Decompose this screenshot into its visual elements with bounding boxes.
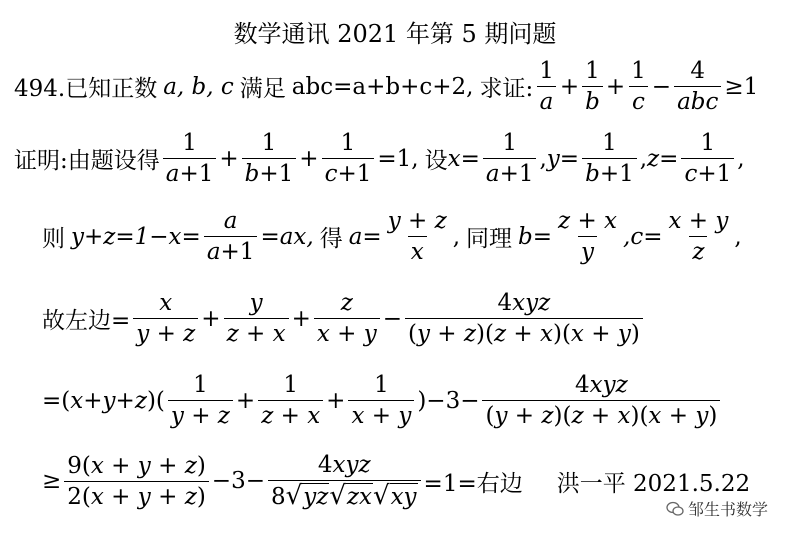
a-eq: a=: [348, 223, 382, 250]
proof-intro: 证明:由题设得: [14, 148, 160, 174]
proof-line-1: 证明:由题设得 $\frac{1}{a+1}$ + $\frac{1}{b+1}$ + $\frac{1}{c+1}$ =1, 设 x = $\frac{1}{a+1}$ , y = $\frac{1}{b+1}$ , z = $\frac{1}{c+1}$ ,: [14, 130, 745, 187]
ax-expr: =ax,: [260, 223, 314, 250]
b-eq: b=: [518, 223, 553, 250]
fraction: $\frac{1}{c+1}$: [322, 130, 375, 187]
fraction: $\frac{1}{a}$: [536, 58, 557, 115]
fraction: $\frac{1}{y + z}$: [168, 372, 233, 429]
fraction: $\frac{1}{a+1}$: [163, 130, 217, 187]
eq-sign: =: [42, 387, 62, 414]
fraction: $\frac{9(x + y + z)}{2(x + y + z)}$: [64, 453, 209, 510]
problem-vars: a, b, c: [163, 73, 234, 100]
then-text: 则: [42, 226, 65, 252]
fraction: $\frac{a}{a+1}$: [204, 208, 258, 265]
c-eq: ,c=: [623, 223, 663, 250]
let-text: 设: [424, 148, 448, 174]
yz-expr: y+z=1−x=: [71, 223, 201, 250]
geq-sign: ≥: [42, 468, 62, 494]
problem-statement: 494.已知正数 a, b, c 满足 abc=a+b+c+2, 求证: $\frac{1}{a}$ + $\frac{1}{b}$ + $\frac{1}{c}$ − $\frac{4}{\text{abc}}$ ≥1: [14, 58, 759, 115]
fraction: $\frac{4}{\text{abc}}$: [674, 58, 721, 115]
fraction: $\frac{x + y}{z}$: [668, 208, 729, 265]
fraction: $\frac{1}{c}$: [628, 58, 649, 115]
fraction: $\frac{y}{z + x}$: [224, 290, 289, 347]
fraction: $\frac{1}{x + y}$: [348, 372, 414, 429]
problem-label: 494.已知正数: [14, 76, 158, 102]
fraction: $\frac{1}{b+1}$: [242, 130, 297, 187]
fraction: $\frac{\text{4xyz}}{(y + z)(z + x)(x + y)}$: [482, 372, 720, 429]
minus-three: −3−: [426, 387, 480, 414]
fraction: $\frac{\text{4xyz}}{(y + z)(z + x)(x + y)}$: [405, 290, 643, 347]
eq1: =1,: [377, 145, 419, 172]
watermark-text: 邹生书数学: [687, 500, 768, 519]
fraction: $\frac{x}{y + z}$: [133, 290, 198, 347]
fraction: $\frac{y + z}{x}$: [387, 208, 447, 265]
fraction: $\frac{1}{b}$: [582, 58, 603, 115]
fraction: $\frac{z}{x + y}$: [314, 290, 380, 347]
fraction: $\frac{1}{z + x}$: [258, 372, 323, 429]
problem-cond: abc=a+b+c+2,: [291, 73, 474, 100]
fraction: $\frac{1}{c+1}$: [681, 130, 734, 187]
problem-rhs: ≥1: [724, 73, 759, 100]
left-text: 故左边=: [42, 308, 131, 334]
fraction: $\frac{z + x}{y}$: [558, 208, 618, 265]
page-title: 数学通讯 2021 年第 5 期问题: [233, 20, 557, 48]
fraction: 4xyz 8 √ yz √ zx √ xy: [268, 452, 421, 510]
watermark: [666, 497, 768, 520]
same-text: 同理: [466, 226, 513, 252]
get-text: 得: [319, 226, 343, 252]
proof-line-3: 故左边= $\frac{x}{y + z}$ + $\frac{y}{z + x}$ + $\frac{z}{x + y}$ − $\frac{\text{4xyz}}{(y + z)(z + x)(x + y)}$: [42, 290, 646, 347]
problem-prove: 求证:: [479, 76, 534, 102]
proof-line-4: = ( x + y + z )( $\frac{1}{y + z}$ + $\frac{1}{z + x}$ + $\frac{1}{x + y}$ ) −3− $\frac{\text{4xyz}}{(y + z)(z + x)(x + y)}$: [42, 372, 723, 429]
author-date: 洪一平 2021.5.22: [556, 470, 751, 497]
fraction: $\frac{1}{a+1}$: [483, 130, 537, 187]
result-text: =1=右边: [423, 470, 523, 497]
proof-line-5: ≥ $\frac{9(x + y + z)}{2(x + y + z)}$ −3− 4xyz 8 √ yz √ zx √ xy =1=右边 洪一平 2021.5.22: [42, 452, 751, 511]
fraction: $\frac{1}{b+1}$: [582, 130, 637, 187]
wechat-icon: [666, 501, 684, 517]
problem-cond-text: 满足: [239, 76, 286, 102]
proof-line-2: 则 y+z=1−x= $\frac{a}{a+1}$ =ax, 得 a= $\frac{y + z}{x}$ , 同理 b= $\frac{z + x}{y}$ ,c= $\frac{x + y}{z}$ ,: [42, 208, 742, 265]
